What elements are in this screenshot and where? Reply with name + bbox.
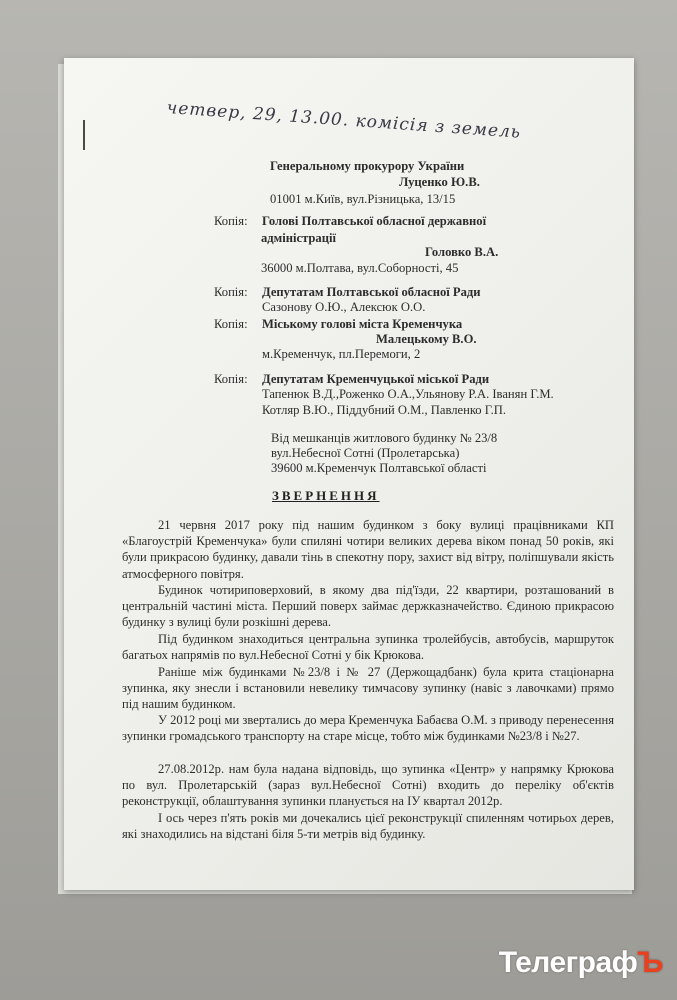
copy2-line-b: Сазонову О.Ю., Алексюк О.О. xyxy=(262,300,426,314)
sender-line-1: Від мешканців житлового будинку № 23/8 xyxy=(271,431,498,445)
copy1-line-a: Голові Полтавської обласної державної xyxy=(262,214,487,228)
copy1-line-b: адміністрації xyxy=(261,231,336,245)
copy1-line-c: Головко В.А. xyxy=(425,245,499,259)
sender-line-3: 39600 м.Кременчук Полтавської області xyxy=(271,461,487,475)
copy1-line-d: 36000 м.Полтава, вул.Соборності, 45 xyxy=(261,261,459,275)
body-paragraph-4: Раніше між будинками №23/8 і № 27 (Держощадбанк) була крита стаціонарна зупинка, яку знесли і встановили невелику тимчасову зупинку (навіс з лавочками) прямо під нашим будинком. xyxy=(122,665,614,712)
copy2-line-a: Депутатам Полтавської обласної Ради xyxy=(262,285,481,299)
addressee-line-3: 01001 м.Київ, вул.Різницька, 13/15 xyxy=(270,192,456,206)
copy4-line-b: Тапенюк В.Д.,Роженко О.А.,Ульянову Р.А. Іванян Г.М. xyxy=(262,387,554,401)
handwritten-note-text: четвер, 29, 13.00. комісія з земель xyxy=(166,97,522,143)
addressee-line-2: Луценко Ю.В. xyxy=(399,175,480,189)
margin-pen-mark xyxy=(83,120,85,150)
copy4-line-a: Депутатам Кременчуцької міської Ради xyxy=(262,372,490,386)
watermark-suffix: Ъ xyxy=(637,946,663,979)
copy-label-1: Копія: xyxy=(214,214,248,228)
copy3-line-b: Малецькому В.О. xyxy=(376,332,477,346)
telegraf-watermark xyxy=(499,946,663,980)
copy-label-3: Копія: xyxy=(214,317,248,331)
addressee-line-1: Генеральному прокурору України xyxy=(270,159,465,173)
body-paragraph-3: Під будинком знаходиться центральна зупинка тролейбусів, автобусів, маршруток багатьох напрямів по вул.Небесної Сотні у бік Крюкова. xyxy=(122,632,614,663)
copy3-line-c: м.Кременчук, пл.Перемоги, 2 xyxy=(262,347,421,361)
body-paragraph-6: 27.08.2012р. нам була надана відповідь, що зупинка «Центр» у напрямку Крюкова по вул. Пролетарській (зараз вул.Небесної Сотні) входить до переліку об'єктів реконструкції, облаштування зупинки планується на ІУ квартал 2012р. xyxy=(122,762,614,809)
body-paragraph-7: І ось через п'ять років ми дочекались цієї реконструкції спиленням чотирьох дерев, які знаходились на відстані біля 5-ти метрів від будинку. xyxy=(122,811,614,842)
document-title: ЗВЕРНЕННЯ xyxy=(272,488,380,503)
watermark-prefix: Телеграф xyxy=(498,946,638,979)
copy3-line-a: Міському голові міста Кременчука xyxy=(262,317,463,331)
sender-line-2: вул.Небесної Сотні (Пролетарська) xyxy=(271,446,460,460)
body-paragraph-5: У 2012 році ми звертались до мера Кременчука Бабаєва О.М. з приводу перенесення зупинки громадського транспорту на старе місце, тобто між будинками №23/8 і №27. xyxy=(122,713,614,744)
body-paragraph-2: Будинок чотириповерховий, в якому два під'їзди, 22 квартири, розташований в центральній частині міста. Перший поверх займає держказначейство. Єдиною прикрасою будинку з вулиці були розкішні дерева. xyxy=(122,583,614,630)
body-paragraph-1: 21 червня 2017 року під нашим будинком з боку вулиці працівниками КП «Благоустрій Кременчука» були спиляні чотири великих дерева віком понад 50 років, які були прикрасою будинку, давали тінь в спекотну пору, захист від вітру, поліпшували якість атмосферного повітря. xyxy=(122,518,614,581)
copy-label-4: Копія: xyxy=(214,372,248,386)
copy4-line-c: Котляр В.Ю., Піддубний О.М., Павленко Г.П. xyxy=(262,403,507,417)
copy-label-2: Копія: xyxy=(214,285,248,299)
